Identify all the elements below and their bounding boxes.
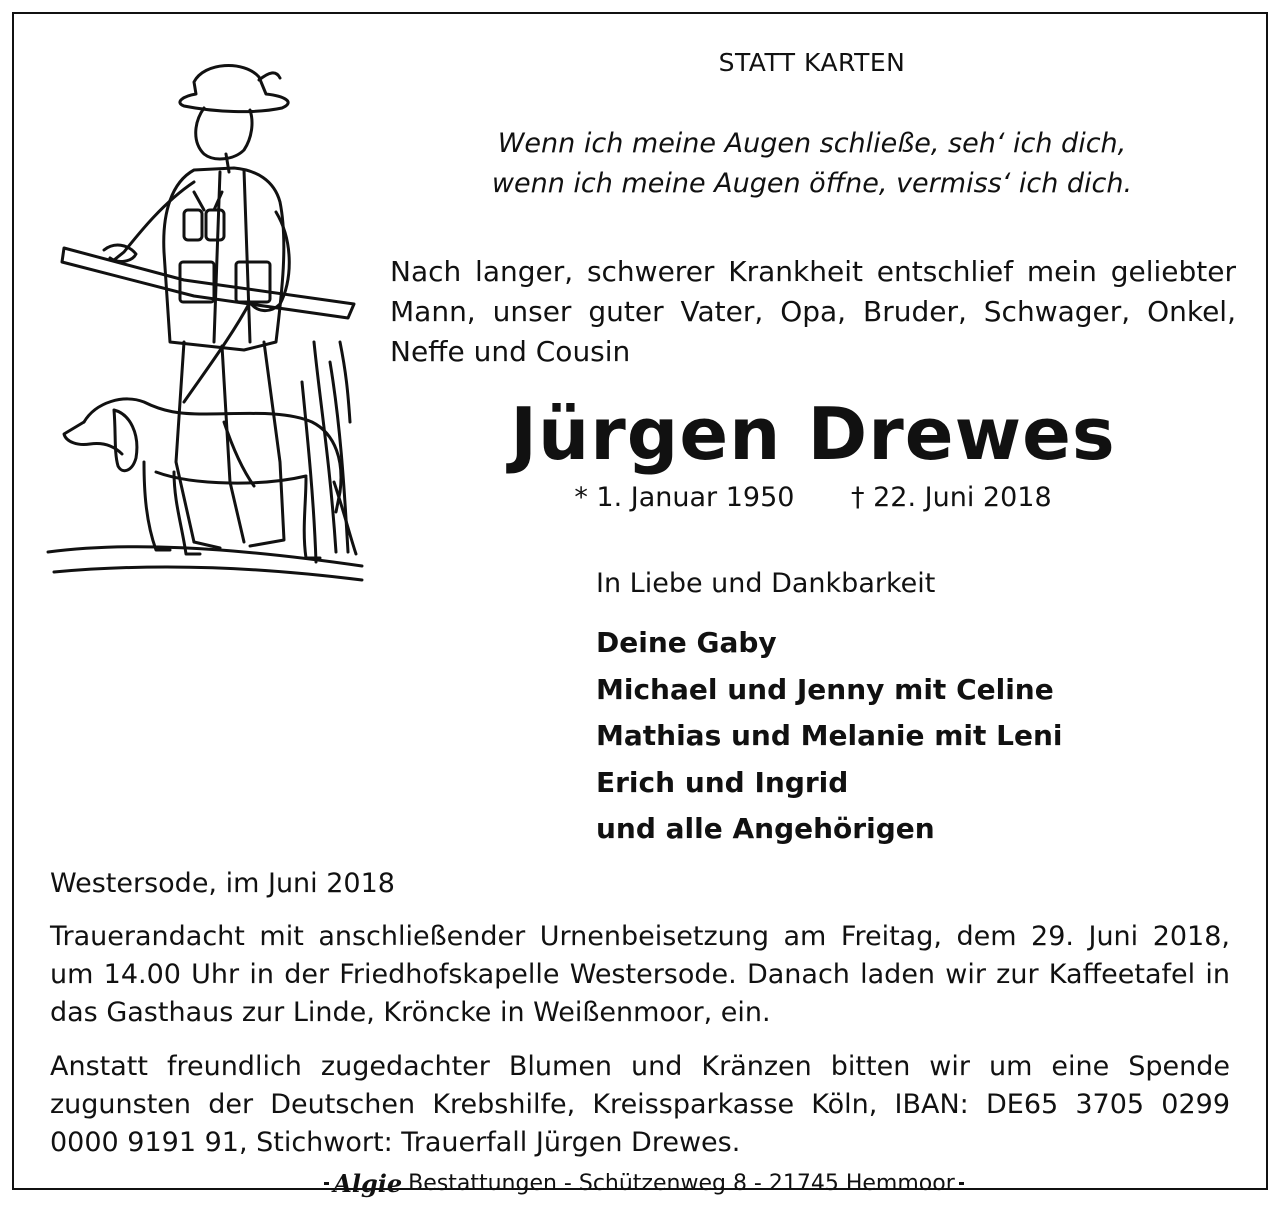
- death-date: † 22. Juni 2018: [851, 482, 1052, 513]
- footer-rule-right: [959, 1182, 964, 1185]
- header-statt-karten: STATT KARTEN: [718, 48, 906, 77]
- place-date: Westersode, im Juni 2018: [50, 868, 395, 899]
- intro-line: Neffe und Cousin: [390, 335, 631, 368]
- service-details: [50, 918, 1230, 1032]
- birth-date: * 1. Januar 1950: [574, 482, 795, 513]
- obituary-notice: [12, 12, 1268, 1198]
- mourner-name: und alle Angehörigen: [596, 812, 935, 845]
- mourners-intro: In Liebe und Dankbarkeit: [596, 568, 936, 599]
- mourner-name: Mathias und Melanie mit Leni: [596, 719, 1063, 752]
- life-dates: [390, 482, 1236, 513]
- footer-rule-left: [324, 1182, 329, 1185]
- footer-funeral-home: [14, 1170, 1270, 1196]
- intro-text: [390, 252, 1236, 372]
- donation-line: zugunsten der Deutschen Krebshilfe, Kreissparkasse Köln, IBAN: DE65 3705 0299: [50, 1089, 1230, 1120]
- funeral-home-address: Bestattungen - Schützenweg 8 - 21745 Hemmoor: [408, 1170, 955, 1196]
- mourner-name: Erich und Ingrid: [596, 765, 849, 799]
- service-line: Trauerandacht mit anschließender Urnenbeisetzung am Freitag, dem 29. Juni 2018,: [50, 921, 1230, 952]
- donation-line: Anstatt freundlich zugedachter Blumen und Kränzen bitten wir um eine Spende: [50, 1051, 1230, 1082]
- poem: [354, 124, 1270, 204]
- intro-line: Nach langer, schwerer Krankheit entschlief mein geliebter: [390, 255, 1236, 288]
- deceased-name: Jürgen Drewes: [510, 392, 1116, 476]
- donation-request: [50, 1048, 1230, 1162]
- mourner-name: Michael und Jenny mit Celine: [596, 672, 1054, 706]
- funeral-home-logo: Algie: [333, 1168, 403, 1198]
- poem-line: Wenn ich meine Augen schließe, seh‘ ich dich,: [497, 128, 1127, 159]
- mourners-list: [596, 620, 1063, 853]
- service-line: um 14.00 Uhr in der Friedhofskapelle Westersode. Danach laden wir zur Kaffeetafel in: [50, 959, 1230, 990]
- intro-line: Mann, unser guter Vater, Opa, Bruder, Schwager, Onkel,: [390, 295, 1236, 328]
- hunter-with-dog-illustration: [44, 42, 364, 582]
- donation-line: 0000 9191 91, Stichwort: Trauerfall Jürgen Drewes.: [50, 1127, 741, 1158]
- service-line: das Gasthaus zur Linde, Kröncke in Weißenmoor, ein.: [50, 997, 771, 1028]
- mourner-name: Deine Gaby: [596, 626, 777, 659]
- poem-line: wenn ich meine Augen öffne, vermiss‘ ich dich.: [491, 168, 1133, 199]
